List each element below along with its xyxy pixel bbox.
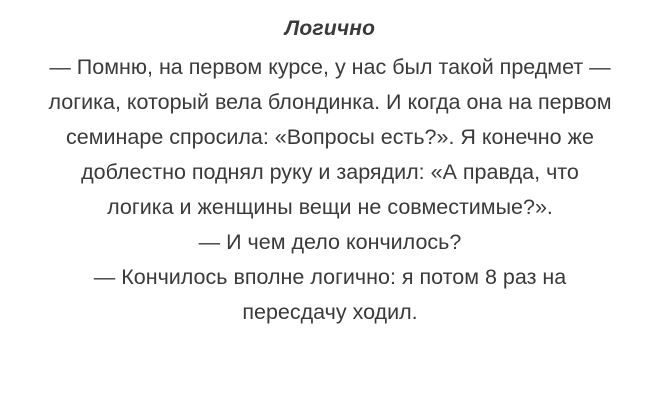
joke-paragraph-2: — И чем дело кончилось? (198, 230, 462, 254)
joke-body (46, 50, 614, 330)
joke-title: Логично (284, 17, 376, 40)
joke-paragraph-3: — Кончилось вполне логично: я потом 8 раз на пересдачу ходил. (93, 265, 567, 324)
joke-paragraph-1: — Помню, на первом курсе, у нас был такой предмет — логика, который вела блондинка. И когда она на первом семинаре спросила: «Вопросы есть?». Я конечно же доблестно поднял руку и зарядил: «А правда, что логика и женщины вещи не совместимые?». (48, 55, 612, 219)
